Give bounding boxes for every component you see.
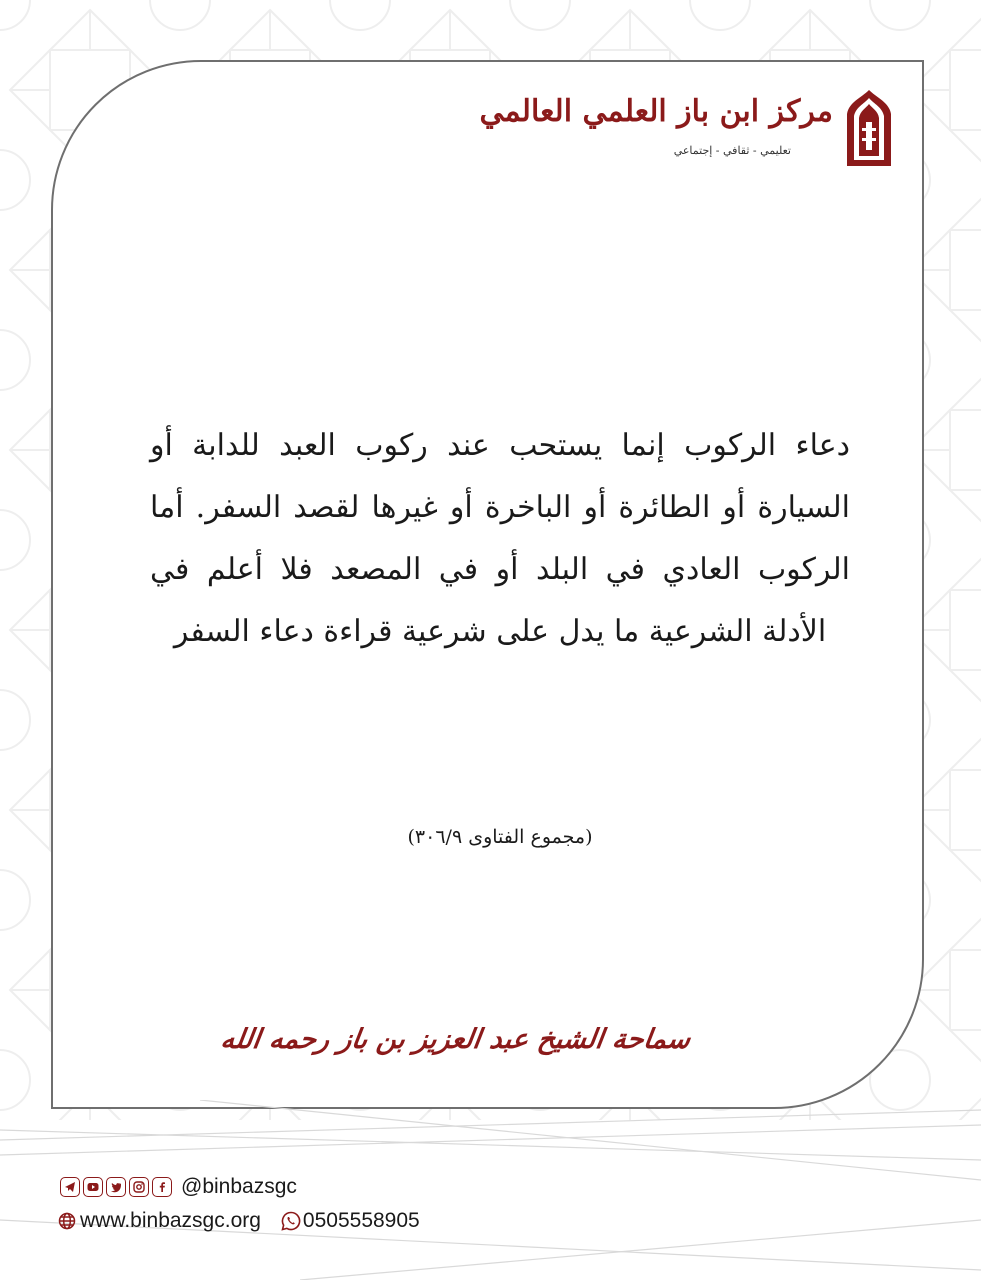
website-link[interactable]: www.binbazsgc.org — [80, 1209, 261, 1232]
whatsapp-icon — [281, 1211, 301, 1231]
telegram-icon[interactable] — [60, 1177, 80, 1197]
logo-title: مركز ابن باز العلمي العالمي — [479, 94, 833, 129]
logo-subtitle: تعليمي - ثقافي - إجتماعي — [673, 144, 791, 157]
mosque-arch-icon — [839, 88, 899, 168]
globe-icon — [58, 1212, 76, 1230]
social-links — [60, 1174, 297, 1200]
citation: (مجموع الفتاوى ٣٠٦/٩) — [407, 826, 593, 848]
instagram-icon[interactable] — [129, 1177, 149, 1197]
contact-info — [58, 1207, 420, 1235]
youtube-icon[interactable] — [83, 1177, 103, 1197]
phone-number[interactable]: 0505558905 — [302, 1209, 420, 1232]
phone-group[interactable] — [281, 1209, 420, 1233]
social-handle[interactable]: @binbazsgc — [181, 1175, 297, 1198]
twitter-icon[interactable] — [106, 1177, 126, 1197]
facebook-icon[interactable] — [152, 1177, 172, 1197]
logo — [479, 88, 899, 178]
fatwa-text: دعاء الركوب إنما يستحب عند ركوب العبد للدابة أو السيارة أو الطائرة أو الباخرة أو غيرها لقصد السفر. أما الركوب العادي في البلد أو في المصعد فلا أعلم في الأدلة الشرعية ما يدل على شرعية قراءة دعاء السفر — [150, 428, 850, 649]
signature-calligraphy: سماحة الشيخ عبد العزيز بن باز رحمه الله — [218, 1024, 693, 1055]
